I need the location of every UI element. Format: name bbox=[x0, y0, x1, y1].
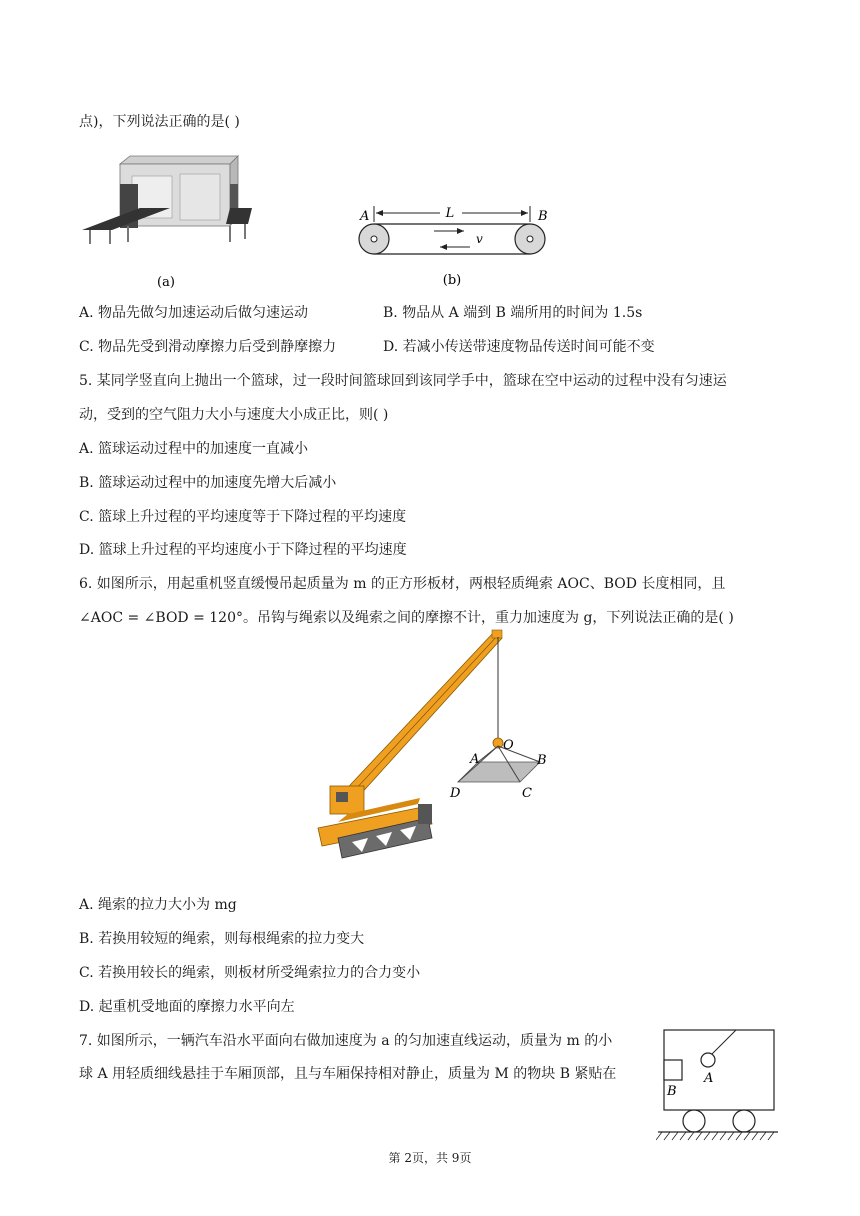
question-4-stem-tail: 点)，下列说法正确的是( ) bbox=[79, 114, 240, 130]
q6-option-a[interactable]: A. 绳索的拉力大小为 mg bbox=[79, 897, 237, 913]
crane-figure bbox=[308, 628, 572, 864]
q5-option-c[interactable]: C. 篮球上升过程的平均速度等于下降过程的平均速度 bbox=[79, 509, 407, 525]
conveyor-label-a: A bbox=[360, 209, 370, 224]
q6-option-b[interactable]: B. 若换用较短的绳索，则每根绳索的拉力变大 bbox=[79, 931, 365, 947]
crane-label-b: B bbox=[537, 753, 547, 768]
q6-option-d[interactable]: D. 起重机受地面的摩擦力水平向左 bbox=[79, 999, 295, 1015]
xray-scanner-figure bbox=[80, 144, 256, 290]
page-footer: 第 2页，共 9页 bbox=[388, 1151, 472, 1165]
figure-a-caption: (a) bbox=[157, 275, 175, 290]
q5-stem-line-1: 5. 某同学竖直向上抛出一个篮球，过一段时间篮球回到该同学手中，篮球在空中运动的过程中没有匀速运 bbox=[79, 373, 727, 389]
figure-b-caption: (b) bbox=[442, 273, 462, 288]
crane-label-d: D bbox=[450, 786, 461, 801]
conveyor-label-b: B bbox=[538, 209, 548, 224]
q4-option-d[interactable]: D. 若减小传送带速度物品传送时间可能不变 bbox=[383, 339, 655, 355]
q5-option-d[interactable]: D. 篮球上升过程的平均速度小于下降过程的平均速度 bbox=[79, 542, 407, 558]
car-ball-figure bbox=[656, 1026, 780, 1144]
conveyor-label-v: v bbox=[476, 232, 483, 246]
q6-stem-line-1: 6. 如图所示，用起重机竖直缓慢吊起质量为 m 的正方形板材，两根轻质绳索 AOC、BOD 长度相同，且 bbox=[79, 576, 726, 592]
q5-option-b[interactable]: B. 篮球运动过程中的加速度先增大后减小 bbox=[79, 475, 337, 491]
car-label-a: A bbox=[704, 1071, 714, 1086]
q4-option-a[interactable]: A. 物品先做匀加速运动后做匀速运动 bbox=[79, 305, 309, 321]
q6-option-c[interactable]: C. 若换用较长的绳索，则板材所受绳索拉力的合力变小 bbox=[79, 965, 421, 981]
q6-stem-line-2: ∠AOC = ∠BOD = 120°。吊钩与绳索以及绳索之间的摩擦不计，重力加速度为 g，下列说法正确的是( ) bbox=[79, 610, 734, 626]
q4-option-b[interactable]: B. 物品从 A 端到 B 端所用的时间为 1.5s bbox=[383, 305, 643, 321]
q7-stem-line-2: 球 A 用轻质细线悬挂于车厢顶部，且与车厢保持相对静止，质量为 M 的物块 B 紧贴在 bbox=[79, 1066, 617, 1082]
conveyor-label-l: L bbox=[445, 206, 455, 221]
crane-label-o: O bbox=[503, 738, 514, 753]
q5-option-a[interactable]: A. 篮球运动过程中的加速度一直减小 bbox=[79, 441, 309, 457]
q7-stem-line-1: 7. 如图所示，一辆汽车沿水平面向右做加速度为 a 的匀加速直线运动，质量为 m 的小 bbox=[79, 1033, 613, 1049]
q4-option-c[interactable]: C. 物品先受到滑动摩擦力后受到静摩擦力 bbox=[79, 339, 337, 355]
conveyor-belt-figure bbox=[352, 200, 552, 292]
q5-stem-line-2: 动，受到的空气阻力大小与速度大小成正比，则( ) bbox=[79, 407, 389, 423]
car-label-b: B bbox=[667, 1084, 677, 1099]
crane-label-c: C bbox=[522, 786, 532, 801]
crane-label-a: A bbox=[470, 752, 480, 767]
